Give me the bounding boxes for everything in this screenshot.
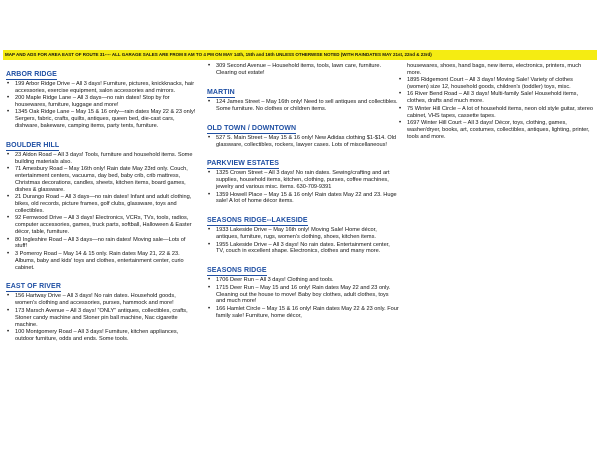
listing-item: • 1955 Lakeside Drive – All 3 days! No rain dates. Entertainment center, TV, couch in excellent shape. Electronics, clothes and many more. (207, 242, 399, 256)
listing-item: • 199 Arbor Ridge Drive – All 3 days! Furniture, pictures, knickknacks, hair accessories, exercise equipment, salon accessories and mirrors. (6, 81, 198, 95)
section-heading: SEASONS RIDGE (207, 267, 267, 275)
column-2 (207, 63, 399, 324)
section (207, 209, 399, 255)
listing-item: • 166 Hamlet Circle – May 15 & 16 only! Rain dates May 22 & 23 only. Four family sale! Furniture, home décor, (207, 306, 399, 320)
listing-item: • 23 Aldon Road – All 3 days! Tools, furniture and household items. Some building materials also. (6, 152, 198, 166)
listing-list (207, 170, 399, 205)
listing-list (207, 135, 399, 149)
section (207, 152, 399, 205)
section-heading: SEASONS RIDGE--LAKESIDE (207, 217, 308, 225)
listing-item: • 173 Marsch Avenue – All 3 days! “ONLY” antiques, collectibles, crafts, Stoner candy machine and Stoner pin ball machine, Nac cigarette machine. (6, 308, 198, 329)
column-1 (6, 63, 198, 347)
section-heading: BOULDER HILL (6, 142, 60, 150)
listing-item: • 1325 Crown Street – All 3 days! No rain dates. Sewing/crafting and art supplies, household items, kitchen, clothing, purses, coffee machines, jewelry and various misc. items. 630-709-9391 (207, 170, 399, 191)
listing-item: • 21 Durango Road – All 3 days—no rain dates! Infant and adult clothing, bikes, old records, picture frames, golf clubs, glassware, toys and collectibles. (6, 194, 198, 215)
listing-item: • 1359 Howell Place – May 15 & 16 only! Rain dates May 22 and 23. Huge sale! A lot of home décor items. (207, 192, 399, 206)
listing-item: • 1697 Winter Hill Court – All 3 days! Décor, toys, clothing, games, washer/dryer, books, art, costumes, collectibles, antiques, lighting, printer, tools and more. (398, 120, 594, 141)
listing-item: • 16 River Bend Road – All 3 days! Multi-family Sale! Household items, clothes, drafts and much more. (398, 91, 594, 105)
listing-item: • 92 Fernwood Drive – All 3 days! Electronics, VCRs, TVs, tools, radios, computer accessories, games, truck parts, softball, Halloween & Easter décor, table, furniture. (6, 215, 198, 236)
section (6, 63, 198, 130)
section-heading: OLD TOWN / DOWNTOWN (207, 124, 297, 132)
listing-list (6, 81, 198, 130)
section-heading: EAST OF RIVER (6, 283, 61, 291)
section (207, 259, 399, 319)
section (6, 134, 198, 271)
listing-list (207, 99, 399, 113)
listing-list (6, 152, 198, 271)
listing-item: • 100 Montgomery Road – All 3 days! Furniture, kitchen appliances, outdoor furniture, odds and ends. Some tools. (6, 329, 198, 343)
listing-item: • 71 Amesbury Road – May 16th only! Rain date May 23rd only. Couch, entertainment centers, vacuums, day bed, baby crib, crib mattress, Christmas decorations, candles, sheets, kitchen items, board games, dishes & glassware. (6, 166, 198, 194)
listing-item: • 1706 Deer Run – All 3 days! Clothing and tools. (207, 277, 399, 284)
section (207, 81, 399, 113)
column-3 (398, 63, 594, 145)
listing-item: • 527 S. Main Street – May 15 & 16 only! New Adidas clothing $1-$14. Old glassware, collectibles, rockers, lawyer cases. Lots of miscellaneous! (207, 135, 399, 149)
listing-list (6, 293, 198, 342)
section (207, 63, 399, 77)
listing-item: • 1933 Lakeside Drive – May 16th only! Moving Sale! Home décor, antiques, furniture, rugs, women's clothing, shoes, kitchen items. (207, 227, 399, 241)
listing-item: • 1715 Deer Run – May 15 and 16 only! Rain dates May 22 and 23 only. Cleaning out the house to move! Baby boy clothes, adult clothes, toys and much more! (207, 285, 399, 306)
listing-item: • 200 Maple Ridge Lane – All 3 days—no rain dates! Stop by for housewares, furniture, luggage and more! (6, 95, 198, 109)
banner: MAP AND ADS FOR AREA EAST OF ROUTE 31---- ALL GARAGE SALES ARE FROM 8 AM TO 4 PM ON MAY 14th, 15th and 16th UNLESS OTHERWISE NOTED (WITH RAINDATES MAY 21st, 22nd & 23rd) (3, 50, 597, 60)
section (6, 275, 198, 342)
listing-item: housewares, shoes, hand bags, new items, electronics, printers, much more. (407, 63, 582, 76)
listing-item: • 1345 Oak Ridge Lane – May 15 & 16 only—rain dates May 22 & 23 only! Sergers, fabric, crafts, quilts, antiques, queen bed, die-cast cars, dishware, bakeware, camping items, party tents, furniture. (6, 109, 198, 130)
listing-item: • 309 Second Avenue – Household items, tools, lawn care, furniture. Clearing out estate! (207, 63, 399, 77)
listing-item: • 75 Winter Hill Circle – A lot of household items, neon old style guitar, stereo cabinet, VHS tapes, cassette tapes. (398, 106, 594, 120)
listing-item: • 3 Pomeroy Road – May 14 & 15 only. Rain dates May 21, 22 & 23. Albums, baby and kids' toys and clothes, entertainment center, curio cabinet. (6, 251, 198, 272)
section-heading: PARKVIEW ESTATES (207, 160, 279, 168)
listing-item: • 156 Hartway Drive – All 3 days! No rain dates. Household goods, women's clothing and accessories, purses, hammock and more! (6, 293, 198, 307)
listing-item: • 124 James Street – May 16th only! Need to sell antiques and collectibles. Some furniture. No clothes or children items. (207, 99, 399, 113)
section (398, 63, 594, 141)
listing-list (207, 277, 399, 319)
listing-list (207, 63, 399, 77)
listing-list (207, 227, 399, 255)
section-heading: MARTIN (207, 88, 235, 96)
listing-list (398, 63, 594, 141)
section-heading: ARBOR RIDGE (6, 71, 57, 78)
listing-item: • 1895 Ridgemont Court – All 3 days! Moving Sale! Variety of clothes (women) size 12, household goods, children's (toddler) toys, misc. (398, 77, 594, 91)
section (207, 117, 399, 149)
listing-item: • 80 Ingleshire Road – All 3 days—no rain dates! Moving sale—Lots of stuff! (6, 237, 198, 251)
